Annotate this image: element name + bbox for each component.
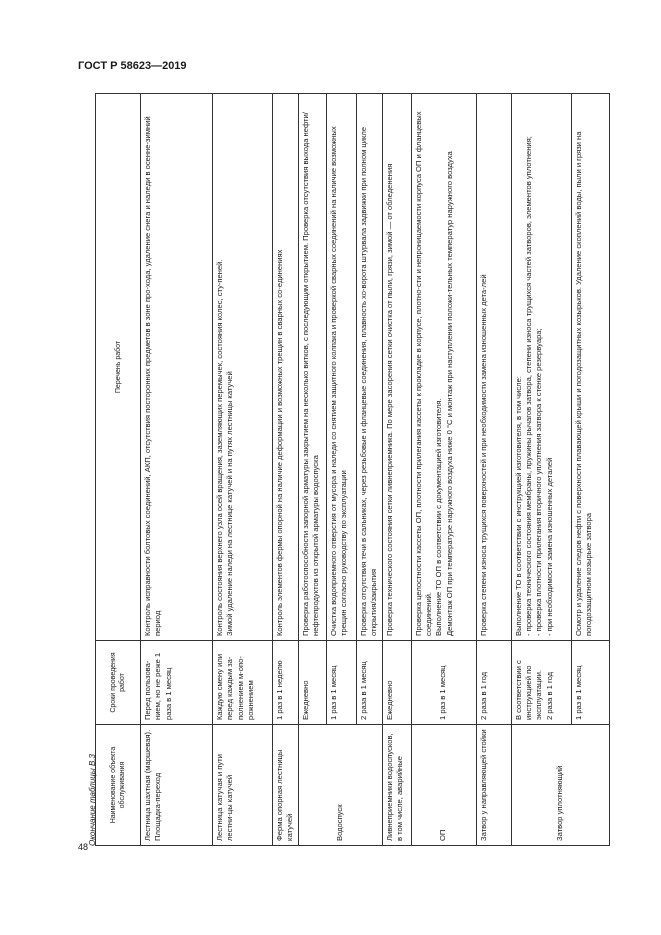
cell-object: Ферма опорная лестницы катучей [273, 725, 299, 846]
cell-works: Проверка степени износа трущихся поверхностей и при необходимости замена изношенных дета-лей [476, 94, 511, 641]
page-number: 48 [78, 842, 89, 852]
cell-period: 1 раз в 1 неделю [273, 641, 299, 725]
table-caption: Окончание таблицы В.3 [88, 754, 97, 846]
cell-period: Ежедневно [382, 641, 411, 725]
table-header-row [96, 94, 141, 846]
table-row [298, 94, 326, 846]
table-row [411, 94, 476, 846]
works-paragraph: - проверка плотности прилегания вторичного уплотнения затвора к стенке резервуара; [534, 328, 544, 636]
cell-works: Проверка работоспособности запорной арматуры закрытием на несколько витков, с последующим открытием. Проверка отсутствия выхода нефти/нефтепродуктов из открытой арматуры водоспуска [298, 94, 326, 641]
maintenance-table [95, 93, 610, 846]
table-row [382, 94, 411, 846]
works-paragraph: - проверка технического состояния мембраны, пружины рычагов затвора, степени износа трущихся частей затворов, элементов уплотнения; [524, 136, 534, 636]
cell-period: Каждую смену или перед каждым за-полнением м-опо-рожнением [213, 641, 273, 725]
document-title: ГОСТ Р 58623—2019 [78, 60, 187, 72]
cell-object: Затвор у направляющей стойки [476, 725, 511, 846]
cell-works: Проверка технического состояния сетки ливнеприемника. По мере засорения сетки очистка от пыли, грязи, зимой — от обледенения [382, 94, 411, 641]
cell-object: Затвор уплотняющий [511, 725, 609, 846]
header-works: Перечень работ [96, 94, 141, 641]
cell-works: Осмотр и удаление следов нефти с поверхности плавающей крыши и погодозащитных козырьков. Удаление скоплений воды, пыли и грязи на погодозащитном козырьке затвора [571, 94, 609, 641]
cell-object: Водоспуск [298, 725, 382, 846]
cell-works: Контроль элементов фермы опорной на наличие деформации и возможных трещин в сварных со-единениях [273, 94, 299, 641]
works-paragraph: - при необходимости замена изношенных деталей [544, 457, 554, 636]
period-paragraph: 2 раза в 1 год [544, 671, 554, 720]
works-paragraph: Выполнение ТО ОП в соответствии с документацией изготовителя. [434, 398, 444, 636]
cell-works: Контроль исправности болтовых соединений, АКП, отсутствия посторонних предметов в зоне про-хода, удаление снега и наледи в осенне-зимний период [141, 94, 213, 641]
cell-works [411, 94, 476, 641]
cell-period [511, 641, 571, 725]
cell-object: Лестница шахтная (маршевая). Площадка-переход [141, 725, 213, 846]
cell-object: Ливнеприемники водоспусков, в том числе, аварийные [382, 725, 411, 846]
cell-works: Очистка водоприемного отверстия от мусора и наледи со снятием защитного колпака и проверкой сварных соединений на наличие возможных трещин согласно руководству по эксплуатации [326, 94, 356, 641]
cell-works [511, 94, 571, 641]
cell-period: 2 раза в 1 год [476, 641, 511, 725]
cell-object: Лестница катучая и пути лестни-цы катучей [213, 725, 273, 846]
cell-period: 2 раза в 1 месяц [356, 641, 382, 725]
works-paragraph: Зимой удаление наледи на лестнице катучей и на путях лестницы катучей [225, 371, 235, 636]
cell-object: ОП [411, 725, 476, 846]
cell-period: 1 раз в 1 месяц [326, 641, 356, 725]
cell-period: 1 раз в 1 месяц [411, 641, 476, 725]
works-paragraph: Проверка целостности кассеты ОП, плотности прилегания кассеты к прокладке в корпусе, плотно-сти и непроницаемости корпуса ОП и фланцевых соединений. [413, 111, 434, 636]
cell-works [213, 94, 273, 641]
works-paragraph: Демонтаж ОП при температуре наружного воздуха ниже 0 °С и монтаж при наступлении положи-тельных температур наружного воздуха [444, 151, 454, 636]
cell-period: Перед пользова-нием, но не реже 1 раза в 1 месяц [141, 641, 213, 725]
table-row [141, 94, 213, 846]
cell-works: Проверка отсутствия течи в сальниках, через резьбовые и фланцевые соединения, плавность хо-ворота штурвала задвижки при полном цикле открытия/закрытия [356, 94, 382, 641]
table-row [213, 94, 273, 846]
table-row [273, 94, 299, 846]
header-period: Сроки проведения работ [96, 641, 141, 725]
rotated-table-area [85, 94, 612, 846]
table-row [511, 94, 571, 846]
table-row [476, 94, 511, 846]
works-paragraph: Выполнение ТО в соответствии с инструкцией изготовителя, в том числе: [513, 376, 523, 636]
header-object: Наименование объекта обслуживания [96, 725, 141, 846]
period-paragraph: В соответствии с инструкцией по эксплуатации. [513, 660, 544, 720]
cell-period: 1 раз в 1 месяц [571, 641, 609, 725]
cell-period: Ежедневно [298, 641, 326, 725]
works-paragraph: Контроль состояния верхнего узла осей вращения, заземляющих перемычек, состояния колес, сту-пеней. [215, 259, 224, 636]
